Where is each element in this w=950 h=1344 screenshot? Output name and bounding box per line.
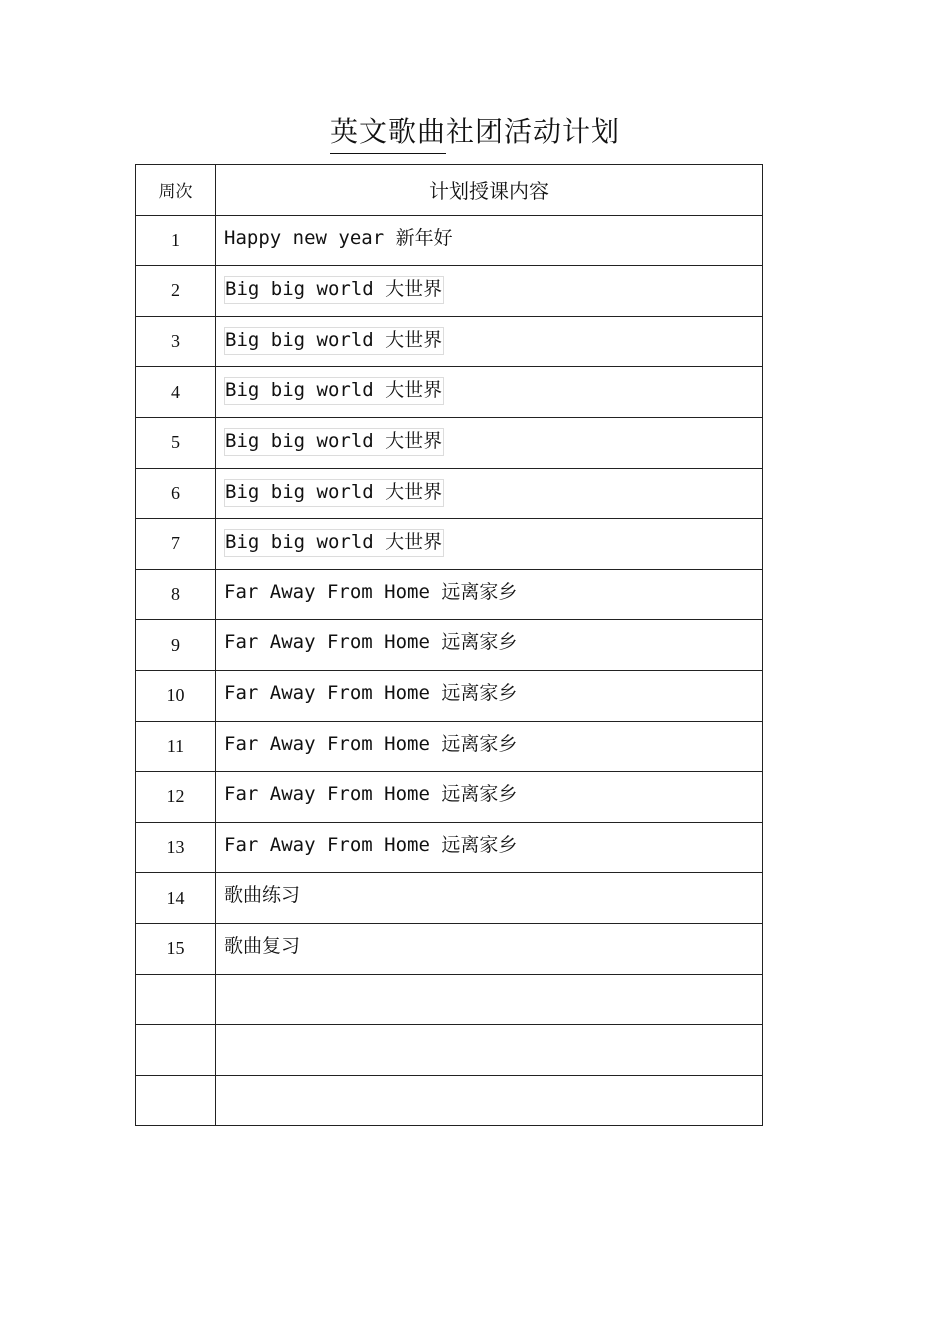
table-row bbox=[136, 468, 763, 519]
content-cell bbox=[216, 569, 763, 620]
week-cell: 11 bbox=[136, 721, 216, 772]
content-cell bbox=[216, 620, 763, 671]
week-cell: 7 bbox=[136, 519, 216, 570]
content-cell bbox=[216, 215, 763, 266]
content-cell bbox=[216, 367, 763, 418]
week-cell: 14 bbox=[136, 873, 216, 924]
content-text: Big big world 大世界 bbox=[224, 529, 444, 557]
week-cell: 1 bbox=[136, 215, 216, 266]
table-row bbox=[136, 215, 763, 266]
content-cell bbox=[216, 1025, 763, 1076]
week-cell: 8 bbox=[136, 569, 216, 620]
content-text: Far Away From Home 远离家乡 bbox=[224, 580, 518, 603]
table-row bbox=[136, 772, 763, 823]
content-text: Far Away From Home 远离家乡 bbox=[224, 732, 518, 755]
week-cell: 15 bbox=[136, 923, 216, 974]
plan-table bbox=[135, 164, 763, 1126]
week-cell: 2 bbox=[136, 266, 216, 317]
content-text: Big big world 大世界 bbox=[224, 327, 444, 355]
week-cell bbox=[136, 1075, 216, 1126]
content-text: Big big world 大世界 bbox=[224, 428, 444, 456]
table-row bbox=[136, 974, 763, 1025]
table-row bbox=[136, 519, 763, 570]
content-text: Far Away From Home 远离家乡 bbox=[224, 833, 518, 856]
table-row bbox=[136, 620, 763, 671]
week-cell: 4 bbox=[136, 367, 216, 418]
content-text: Big big world 大世界 bbox=[224, 377, 444, 405]
content-cell bbox=[216, 266, 763, 317]
table-row bbox=[136, 367, 763, 418]
week-cell bbox=[136, 1025, 216, 1076]
table-row bbox=[136, 1075, 763, 1126]
table-row bbox=[136, 569, 763, 620]
week-cell: 3 bbox=[136, 316, 216, 367]
content-cell bbox=[216, 822, 763, 873]
document-title: 英文歌曲社团活动计划 bbox=[329, 115, 620, 148]
content-text: Happy new year 新年好 bbox=[224, 226, 453, 249]
content-cell bbox=[216, 873, 763, 924]
content-cell bbox=[216, 670, 763, 721]
content-cell bbox=[216, 316, 763, 367]
content-cell bbox=[216, 923, 763, 974]
table-row bbox=[136, 670, 763, 721]
week-cell: 9 bbox=[136, 620, 216, 671]
content-cell bbox=[216, 1075, 763, 1126]
table-row bbox=[136, 417, 763, 468]
content-text: 歌曲练习 bbox=[224, 884, 301, 907]
content-text: Far Away From Home 远离家乡 bbox=[224, 783, 518, 806]
week-cell bbox=[136, 974, 216, 1025]
table-row bbox=[136, 873, 763, 924]
content-text: Big big world 大世界 bbox=[224, 276, 444, 304]
content-cell bbox=[216, 417, 763, 468]
table-row bbox=[136, 822, 763, 873]
week-cell: 13 bbox=[136, 822, 216, 873]
table-row bbox=[136, 923, 763, 974]
week-cell: 6 bbox=[136, 468, 216, 519]
table-row bbox=[136, 316, 763, 367]
title-underline bbox=[330, 153, 446, 154]
content-cell bbox=[216, 772, 763, 823]
content-cell bbox=[216, 721, 763, 772]
content-text: Far Away From Home 远离家乡 bbox=[224, 681, 518, 704]
week-cell: 5 bbox=[136, 417, 216, 468]
header-week: 周次 bbox=[136, 165, 216, 216]
table-row bbox=[136, 266, 763, 317]
content-text: Far Away From Home 远离家乡 bbox=[224, 631, 518, 654]
table-header-row bbox=[136, 165, 763, 216]
table-row bbox=[136, 1025, 763, 1076]
content-cell bbox=[216, 974, 763, 1025]
table-body bbox=[136, 215, 763, 1126]
header-content: 计划授课内容 bbox=[216, 165, 763, 216]
content-text: Big big world 大世界 bbox=[224, 479, 444, 507]
table-row bbox=[136, 721, 763, 772]
content-cell bbox=[216, 519, 763, 570]
week-cell: 12 bbox=[136, 772, 216, 823]
content-text: 歌曲复习 bbox=[224, 934, 301, 957]
week-cell: 10 bbox=[136, 670, 216, 721]
content-cell bbox=[216, 468, 763, 519]
